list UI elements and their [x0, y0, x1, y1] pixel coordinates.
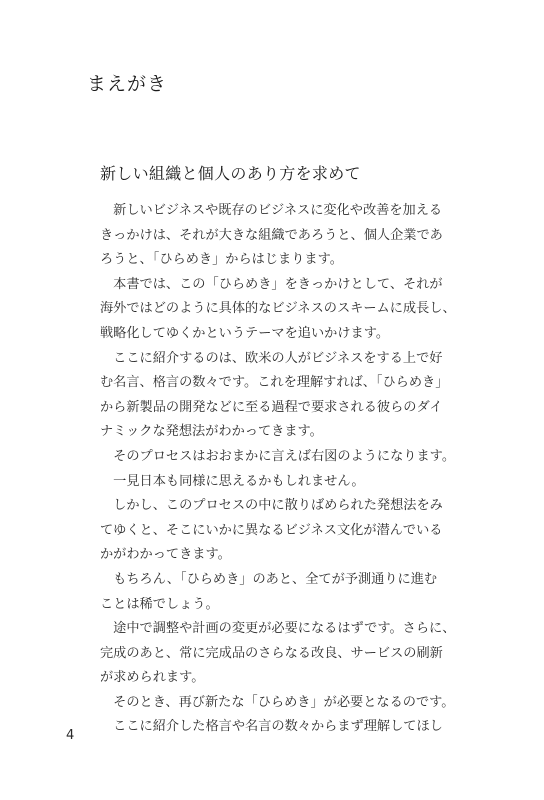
body-line: 海外ではどのように具体的なビジネスのスキームに成長し、 — [100, 301, 456, 317]
chapter-title: まえがき — [87, 73, 168, 95]
section-title: 新しい組織と個人のあり方を求めて — [100, 164, 361, 183]
body-text — [100, 199, 460, 740]
body-line: 途中で調整や計画の変更が必要になるはずです。さらに、 — [100, 621, 456, 637]
body-line: しかし、このプロセスの中に散りばめられた発想法をみ — [100, 498, 443, 514]
body-line: もちろん、「ひらめき」のあと、全てが予測通りに進む — [100, 571, 438, 587]
body-line: 本書では、この「ひらめき」をきっかけとして、それが — [100, 276, 443, 292]
body-line: ここに紹介するのは、欧米の人がビジネスをする上で好 — [100, 350, 443, 366]
body-line: そのプロセスはおおまかに言えば右図のようになります。 — [100, 448, 456, 464]
body-line: きっかけは、それが大きな組織であろうと、個人企業であ — [100, 227, 443, 243]
body-line: から新製品の開発などに至る過程で要求される彼らのダイ — [100, 399, 443, 415]
body-line: 新しいビジネスや既存のビジネスに変化や改善を加える — [100, 203, 443, 218]
body-line: ろうと、「ひらめき」からはじまります。 — [100, 252, 343, 268]
body-line: が求められます。 — [100, 670, 205, 686]
body-line: 戦略化してゆくかというテーマを追いかけます。 — [100, 325, 390, 341]
body-line: 完成のあと、常に完成品のさらなる改良、サービスの刷新 — [100, 645, 443, 661]
body-line: ここに紹介した格言や名言の数々からまず理解してほし — [100, 719, 443, 735]
body-line: ナミックな発想法がわかってきます。 — [100, 424, 323, 440]
body-line: てゆくと、そこにいかに異なるビジネス文化が潜んでいる — [100, 522, 443, 538]
body-line: ことは稀でしょう。 — [100, 596, 219, 612]
body-line: 一見日本も同様に思えるかもしれません。 — [100, 473, 365, 489]
body-line: そのとき、再び新たな「ひらめき」が必要となるのです。 — [100, 694, 455, 710]
body-line: む名言、格言の数々です。これを理解すれば、「ひらめき」 — [100, 375, 449, 391]
page-number: 4 — [66, 728, 75, 743]
body-line: かがわかってきます。 — [100, 547, 231, 563]
